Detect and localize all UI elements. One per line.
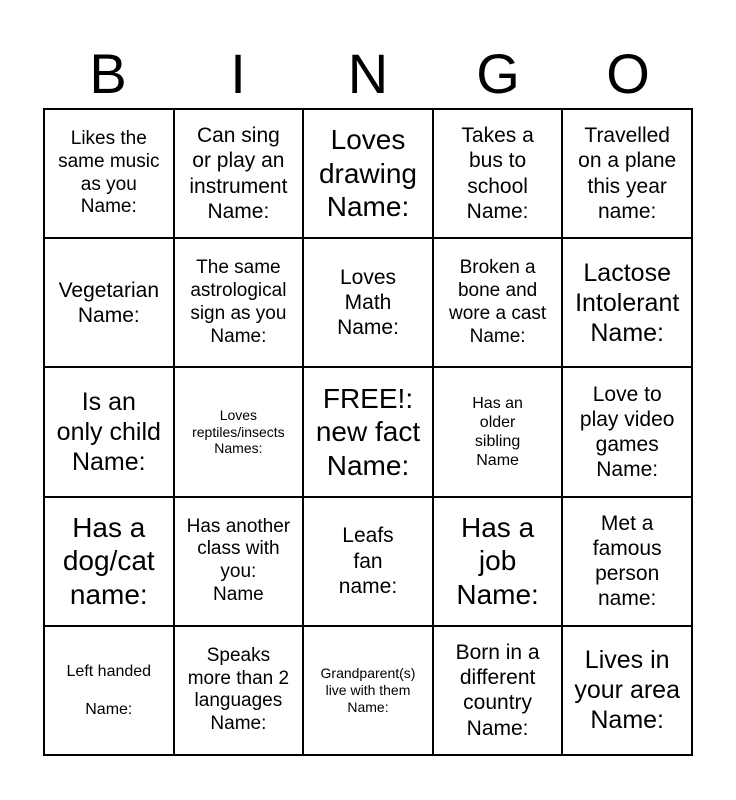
bingo-cell[interactable]: Vegetarian Name: [44, 238, 174, 367]
bingo-cell[interactable]: Lactose Intolerant Name: [562, 238, 692, 367]
header-letter-b: B [89, 42, 127, 105]
bingo-cell[interactable]: Has another class with you: Name [174, 497, 304, 626]
bingo-cell[interactable]: Left handed Name: [44, 626, 174, 755]
free-space-cell[interactable]: FREE!: new fact Name: [303, 367, 433, 496]
bingo-cell[interactable]: Is an only child Name: [44, 367, 174, 496]
bingo-cell[interactable]: Grandparent(s) live with them Name: [303, 626, 433, 755]
bingo-cell[interactable]: Broken a bone and wore a cast Name: [433, 238, 563, 367]
bingo-cell[interactable]: Love to play video games Name: [562, 367, 692, 496]
bingo-card-grid [43, 108, 693, 756]
bingo-cell[interactable]: Has a dog/cat name: [44, 497, 174, 626]
bingo-cell[interactable]: Loves Math Name: [303, 238, 433, 367]
bingo-cell[interactable]: Can sing or play an instrument Name: [174, 109, 304, 238]
bingo-cell[interactable]: Leafs fan name: [303, 497, 433, 626]
bingo-cell[interactable]: Met a famous person name: [562, 497, 692, 626]
bingo-cell[interactable]: Speaks more than 2 languages Name: [174, 626, 304, 755]
header-letter-o: O [606, 42, 650, 105]
bingo-cell[interactable]: Takes a bus to school Name: [433, 109, 563, 238]
bingo-cell[interactable]: Has an older sibling Name [433, 367, 563, 496]
bingo-header [43, 40, 693, 108]
bingo-cell[interactable]: The same astrological sign as you Name: [174, 238, 304, 367]
bingo-cell[interactable]: Born in a different country Name: [433, 626, 563, 755]
header-letter-n: N [347, 42, 389, 105]
bingo-cell[interactable]: Lives in your area Name: [562, 626, 692, 755]
bingo-cell[interactable]: Has a job Name: [433, 497, 563, 626]
bingo-cell[interactable]: Loves reptiles/insects Names: [174, 367, 304, 496]
bingo-cell[interactable]: Travelled on a plane this year name: [562, 109, 692, 238]
header-letter-i: I [230, 42, 246, 105]
header-letter-g: G [476, 42, 520, 105]
bingo-cell[interactable]: Loves drawing Name: [303, 109, 433, 238]
bingo-cell[interactable]: Likes the same music as you Name: [44, 109, 174, 238]
